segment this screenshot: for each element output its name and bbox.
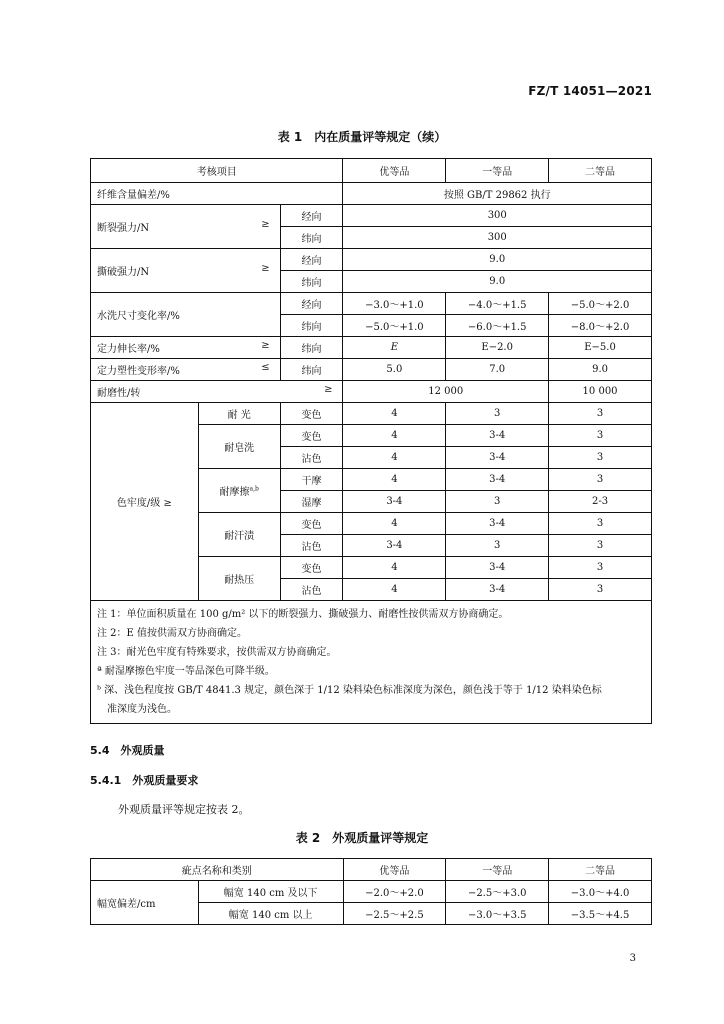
direction-cell: 纬向 (280, 359, 343, 381)
item-label (91, 359, 281, 381)
direction-cell: 纬向 (280, 271, 343, 293)
table1-caption: 表 1 内在质量评等规定（续） (277, 130, 447, 144)
footnote-line: 准深度为浅色。 (107, 704, 177, 715)
header-cell: 优等品 (343, 859, 446, 881)
value-cell: 3-4 (446, 513, 549, 535)
value-cell: 3 (446, 535, 549, 557)
item-label (91, 249, 281, 293)
item-label-text: 撕破强力/N (97, 267, 150, 278)
footnote-line: ᵇ 深、浅色程度按 GB/T 4841.3 规定，颜色深于 1/12 染料染色标准深度为深色，颜色浅于等于 1/12 染料染色标 (97, 685, 602, 696)
sub-item: 耐皂洗 (198, 425, 280, 469)
value-cell: 10 000 (549, 381, 652, 403)
direction-cell: 经向 (280, 249, 343, 271)
comparison-symbol: ≥ (261, 219, 270, 230)
note-line: 注 2：E 值按供需双方协商确定。 (97, 628, 248, 639)
value-cell: −3.0～+3.5 (446, 903, 549, 925)
value-cell: −3.0～+1.0 (343, 293, 446, 315)
value-cell: −5.0～+1.0 (343, 315, 446, 337)
value-cell: 3 (549, 557, 652, 579)
value-cell: 4 (343, 403, 446, 425)
value-cell: 3-4 (446, 579, 549, 601)
table-row (91, 403, 652, 425)
test-cell: 沾色 (280, 579, 343, 601)
footnote-line: ª 耐湿摩擦色牢度一等品深色可降半级。 (97, 666, 275, 677)
value-cell: 3-4 (446, 469, 549, 491)
note-line: 注 3：耐光色牢度有特殊要求，按供需双方协商确定。 (97, 647, 337, 658)
value-cell: −4.0～+1.5 (446, 293, 549, 315)
comparison-symbol: ≥ (261, 340, 270, 351)
header-cell: 一等品 (446, 159, 549, 183)
comparison-symbol: ≥ (261, 263, 270, 274)
footnote-marker: a,b (249, 485, 259, 493)
header-cell: 优等品 (343, 159, 446, 183)
header-cell: 二等品 (549, 159, 652, 183)
notes-cell (91, 601, 652, 724)
standard-code: FZ/T 14051—2021 (528, 84, 652, 98)
table-header-row (91, 159, 652, 183)
table-row (91, 359, 652, 381)
header-cell: 考核项目 (91, 159, 343, 183)
value-cell: 3 (549, 579, 652, 601)
table1 (90, 158, 652, 724)
comparison-symbol: ≤ (261, 362, 270, 373)
notes-row (91, 601, 652, 724)
item-label-text: 定力伸长率/% (97, 344, 160, 355)
value-cell: 3 (549, 469, 652, 491)
header-cell: 疵点名称和类别 (91, 859, 344, 881)
value-cell: 3-4 (446, 447, 549, 469)
value-cell: 12 000 (343, 381, 549, 403)
page-number: 3 (629, 953, 636, 964)
value-cell: 300 (343, 205, 652, 227)
value-cell: −3.5～+4.5 (549, 903, 652, 925)
condition-cell: 幅宽 140 cm 以上 (198, 903, 343, 925)
sub-item: 耐 光 (198, 403, 280, 425)
value-cell: 2-3 (549, 491, 652, 513)
value-cell: E−2.0 (446, 337, 549, 359)
value-cell: 3 (549, 447, 652, 469)
value-cell: −2.5～+3.0 (446, 881, 549, 903)
value-cell: 4 (343, 513, 446, 535)
value-cell: 5.0 (343, 359, 446, 381)
value-cell: 9.0 (343, 271, 652, 293)
value-cell: 300 (343, 227, 652, 249)
sub-item: 耐汗渍 (198, 513, 280, 557)
value-cell: 3 (549, 403, 652, 425)
value-cell: 3-4 (343, 491, 446, 513)
item-label: 水洗尺寸变化率/% (91, 293, 281, 337)
sub-item-text: 耐摩擦 (219, 487, 250, 498)
item-label (91, 381, 343, 403)
value-cell: 3-4 (446, 557, 549, 579)
comparison-symbol: ≥ (324, 384, 333, 395)
item-label (91, 205, 281, 249)
body-paragraph: 外观质量评等规定按表 2。 (118, 803, 250, 816)
direction-cell: 经向 (280, 293, 343, 315)
test-cell: 沾色 (280, 447, 343, 469)
test-cell: 变色 (280, 425, 343, 447)
section-heading: 5.4 外观质量 (90, 744, 165, 757)
table-row (91, 293, 652, 315)
item-label-text: 断裂强力/N (97, 223, 150, 234)
table-row (91, 205, 652, 227)
value-cell: 4 (343, 447, 446, 469)
table-header-row (91, 859, 652, 881)
value-cell: 按照 GB/T 29862 执行 (343, 183, 652, 205)
value-cell: 9.0 (343, 249, 652, 271)
item-label-text: 定力塑性变形率/% (97, 366, 180, 377)
value-cell: 3 (446, 491, 549, 513)
direction-cell: 经向 (280, 205, 343, 227)
value-cell: 3 (549, 513, 652, 535)
sub-item: 耐热压 (198, 557, 280, 601)
sub-item (198, 469, 280, 513)
test-cell: 变色 (280, 513, 343, 535)
value-cell: −2.5～+2.5 (343, 903, 446, 925)
table-row (91, 337, 652, 359)
value-cell: 3 (549, 425, 652, 447)
value-cell: −6.0～+1.5 (446, 315, 549, 337)
value-cell: −3.0～+4.0 (549, 881, 652, 903)
direction-cell: 纬向 (280, 337, 343, 359)
test-cell: 干摩 (280, 469, 343, 491)
value-cell: 4 (343, 579, 446, 601)
test-cell: 湿摩 (280, 491, 343, 513)
value-cell: 3-4 (446, 425, 549, 447)
test-cell: 沾色 (280, 535, 343, 557)
value-cell: 3 (549, 535, 652, 557)
item-label: 幅宽偏差/cm (91, 881, 199, 925)
note-line: 注 1：单位面积质量在 100 g/m² 以下的断裂强力、撕破强力、耐磨性按供需双方协商确定。 (97, 609, 509, 620)
direction-cell: 纬向 (280, 227, 343, 249)
value-cell: 3-4 (343, 535, 446, 557)
table-row (91, 183, 652, 205)
item-label (91, 337, 281, 359)
table2 (90, 858, 652, 925)
value-cell: 3 (446, 403, 549, 425)
test-cell: 变色 (280, 557, 343, 579)
header-cell: 一等品 (446, 859, 549, 881)
value-cell: 9.0 (549, 359, 652, 381)
value-cell: 4 (343, 469, 446, 491)
item-label: 纤维含量偏差/% (91, 183, 343, 205)
value-cell: −2.0～+2.0 (343, 881, 446, 903)
table-row (91, 381, 652, 403)
value-cell: −5.0～+2.0 (549, 293, 652, 315)
value-cell: E (343, 337, 446, 359)
subsection-heading: 5.4.1 外观质量要求 (90, 774, 199, 787)
item-label-text: 耐磨性/转 (97, 388, 141, 399)
condition-cell: 幅宽 140 cm 及以下 (198, 881, 343, 903)
value-cell: 7.0 (446, 359, 549, 381)
table-row (91, 881, 652, 903)
value-cell: E−5.0 (549, 337, 652, 359)
table-row (91, 249, 652, 271)
direction-cell: 纬向 (280, 315, 343, 337)
value-cell: 4 (343, 425, 446, 447)
value-cell: −8.0～+2.0 (549, 315, 652, 337)
test-cell: 变色 (280, 403, 343, 425)
table2-caption: 表 2 外观质量评等规定 (295, 831, 429, 845)
value-cell: 4 (343, 557, 446, 579)
header-cell: 二等品 (549, 859, 652, 881)
item-label: 色牢度/级 ≥ (91, 403, 199, 601)
